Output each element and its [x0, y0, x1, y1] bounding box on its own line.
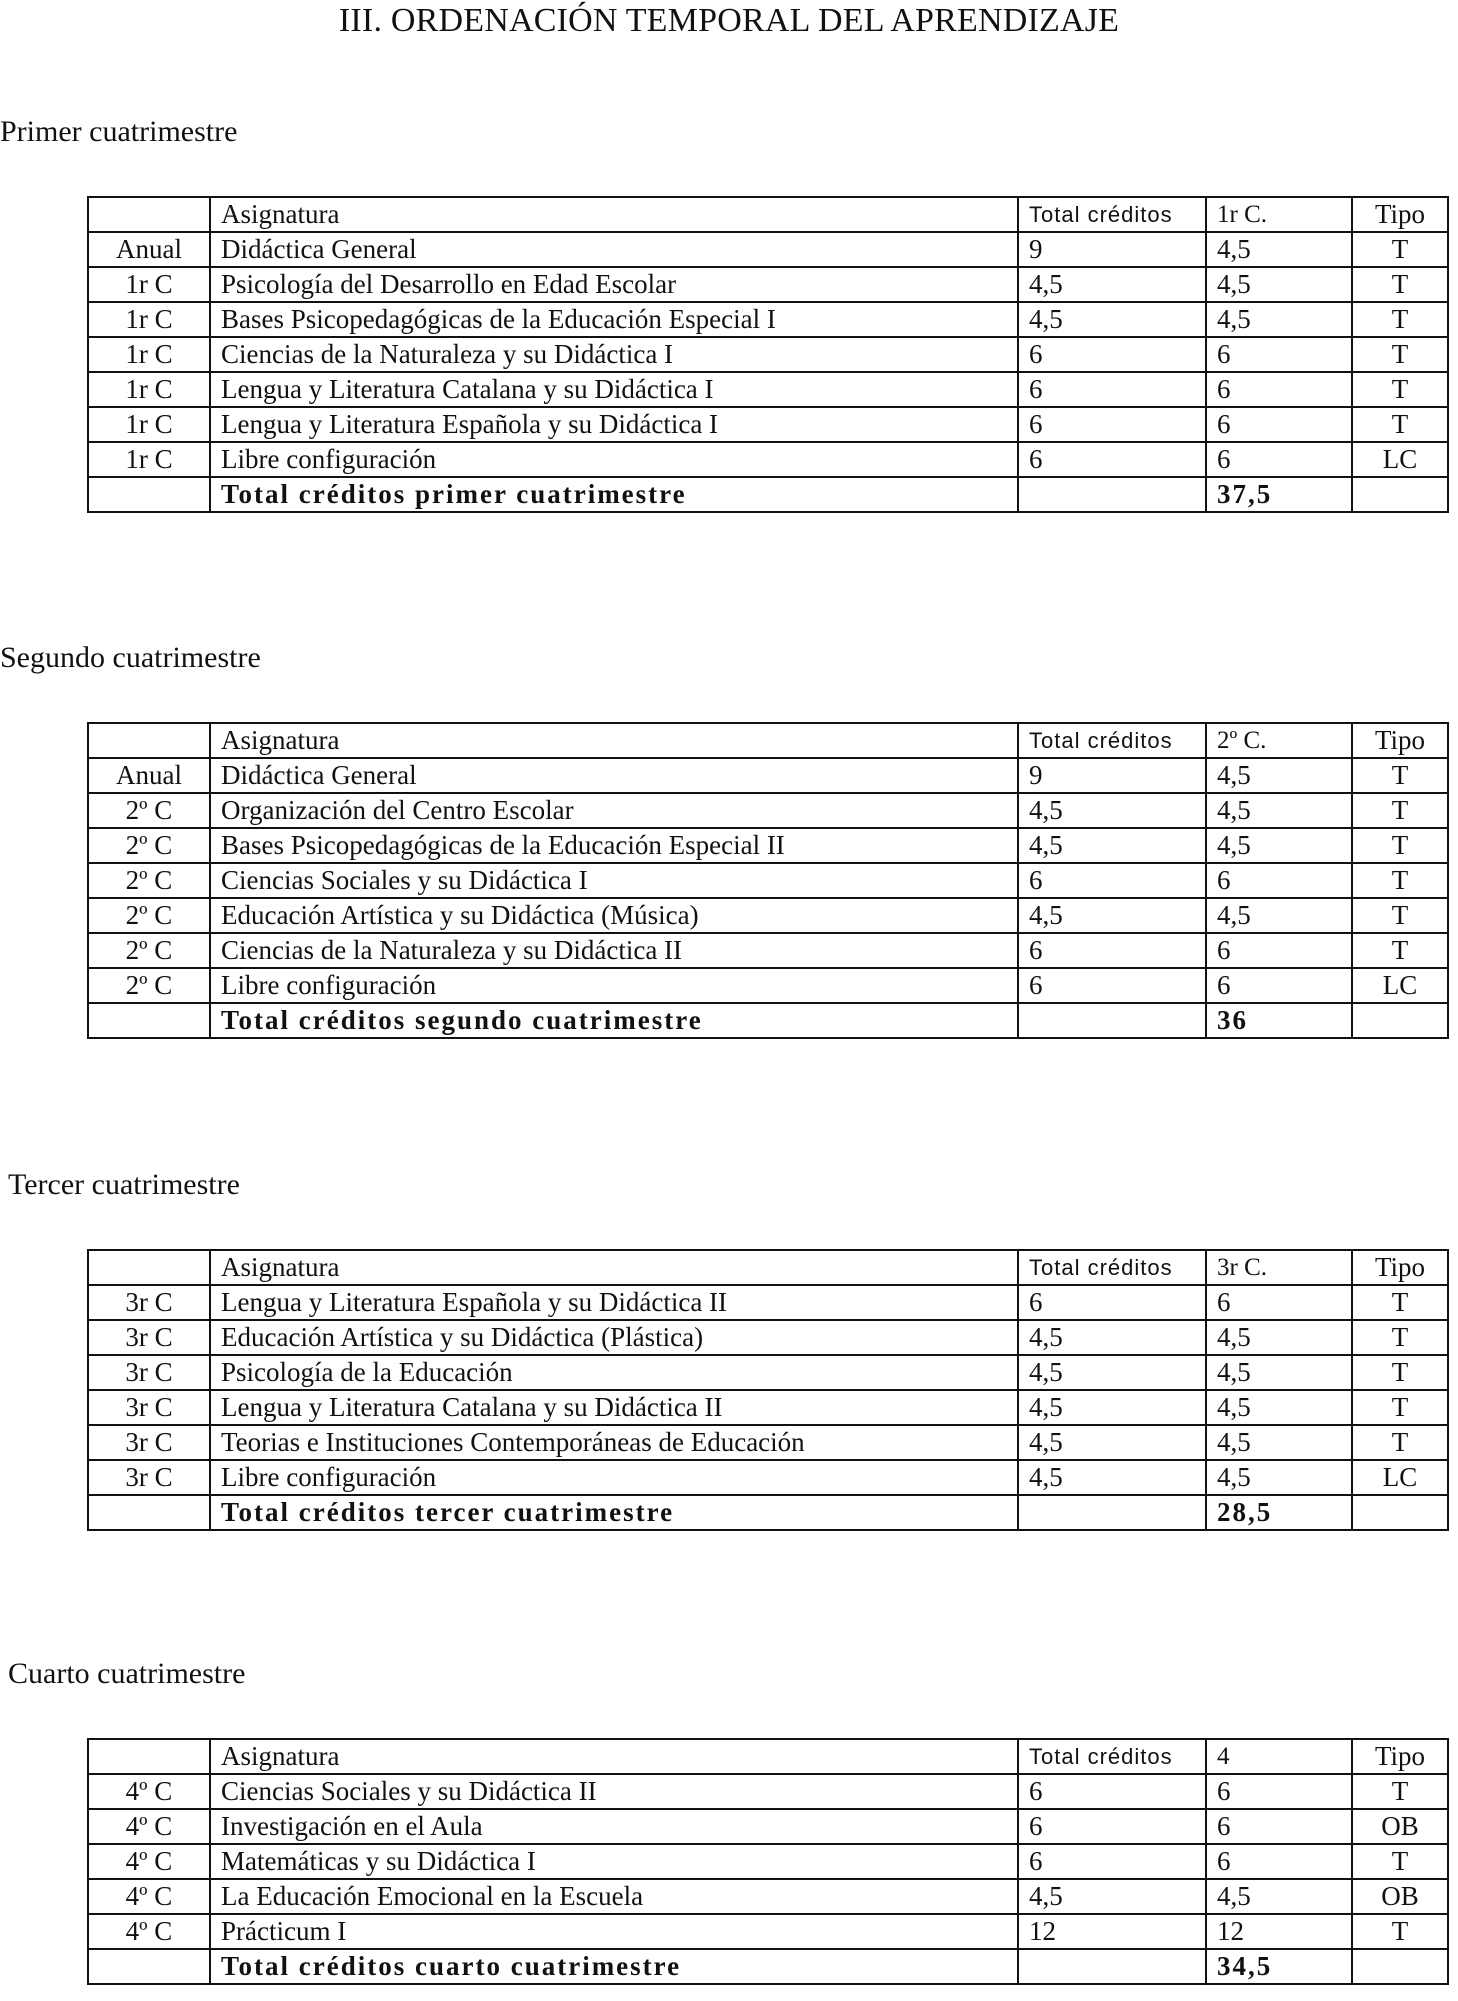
periodo-cell: 2º C: [88, 898, 210, 933]
asignatura-cell: Libre configuración: [210, 442, 1018, 477]
periodo-cell: 4º C: [88, 1809, 210, 1844]
credits-table: [87, 196, 1449, 513]
total-row: [88, 1949, 1448, 1984]
total-creditos-cell: 4,5: [1018, 1425, 1206, 1460]
asignatura-cell: Lengua y Literatura Catalana y su Didáctica I: [210, 372, 1018, 407]
tipo-cell: T: [1352, 232, 1448, 267]
tipo-cell: T: [1352, 337, 1448, 372]
total-empty-cell: [1352, 1003, 1448, 1038]
section-heading: Cuarto cuatrimestre: [8, 1657, 246, 1690]
total-creditos-cell: 6: [1018, 372, 1206, 407]
term-credits-cell: 6: [1206, 407, 1352, 442]
total-label: Total créditos tercer cuatrimestre: [210, 1495, 1018, 1530]
total-empty-cell: [1352, 477, 1448, 512]
periodo-cell: 3r C: [88, 1355, 210, 1390]
header-empty-cell: [88, 1739, 210, 1774]
tipo-cell: T: [1352, 407, 1448, 442]
tipo-cell: T: [1352, 1844, 1448, 1879]
table-row: [88, 863, 1448, 898]
tipo-cell: T: [1352, 758, 1448, 793]
table-row: [88, 1425, 1448, 1460]
header-tipo: Tipo: [1352, 197, 1448, 232]
asignatura-cell: Lengua y Literatura Catalana y su Didáctica II: [210, 1390, 1018, 1425]
total-creditos-cell: 4,5: [1018, 1879, 1206, 1914]
periodo-cell: 2º C: [88, 933, 210, 968]
periodo-cell: 4º C: [88, 1844, 210, 1879]
term-credits-cell: 4,5: [1206, 1320, 1352, 1355]
table-row: [88, 1355, 1448, 1390]
total-empty-cell: [1018, 1495, 1206, 1530]
total-row: [88, 1003, 1448, 1038]
total-creditos-cell: 12: [1018, 1914, 1206, 1949]
total-empty-cell: [1352, 1495, 1448, 1530]
table-row: [88, 232, 1448, 267]
header-total-creditos: Total créditos: [1018, 1250, 1206, 1285]
header-term-credits: 1r C.: [1206, 197, 1352, 232]
asignatura-cell: Matemáticas y su Didáctica I: [210, 1844, 1018, 1879]
periodo-cell: 3r C: [88, 1460, 210, 1495]
term-credits-cell: 6: [1206, 337, 1352, 372]
term-credits-cell: 4,5: [1206, 267, 1352, 302]
header-asignatura: Asignatura: [210, 723, 1018, 758]
table-row: [88, 1320, 1448, 1355]
total-empty-cell: [1018, 1949, 1206, 1984]
total-creditos-cell: 4,5: [1018, 267, 1206, 302]
periodo-cell: 4º C: [88, 1774, 210, 1809]
term-credits-cell: 4,5: [1206, 302, 1352, 337]
credits-table: [87, 1249, 1449, 1531]
term-credits-cell: 4,5: [1206, 1355, 1352, 1390]
table-row: [88, 1460, 1448, 1495]
term-credits-cell: 4,5: [1206, 232, 1352, 267]
total-creditos-cell: 6: [1018, 933, 1206, 968]
asignatura-cell: Organización del Centro Escolar: [210, 793, 1018, 828]
header-asignatura: Asignatura: [210, 197, 1018, 232]
tipo-cell: OB: [1352, 1879, 1448, 1914]
total-creditos-cell: 4,5: [1018, 1320, 1206, 1355]
periodo-cell: Anual: [88, 758, 210, 793]
total-value: 34,5: [1206, 1949, 1352, 1984]
tipo-cell: T: [1352, 898, 1448, 933]
total-value: 37,5: [1206, 477, 1352, 512]
table-row: [88, 898, 1448, 933]
total-creditos-cell: 6: [1018, 968, 1206, 1003]
total-creditos-cell: 9: [1018, 232, 1206, 267]
total-creditos-cell: 6: [1018, 1844, 1206, 1879]
term-credits-cell: 6: [1206, 1774, 1352, 1809]
periodo-cell: 4º C: [88, 1914, 210, 1949]
periodo-cell: 3r C: [88, 1320, 210, 1355]
asignatura-cell: Ciencias de la Naturaleza y su Didáctica I: [210, 337, 1018, 372]
term-credits-cell: 4,5: [1206, 828, 1352, 863]
periodo-cell: 3r C: [88, 1390, 210, 1425]
periodo-cell: 2º C: [88, 828, 210, 863]
periodo-cell: Anual: [88, 232, 210, 267]
asignatura-cell: Bases Psicopedagógicas de la Educación Especial II: [210, 828, 1018, 863]
header-empty-cell: [88, 723, 210, 758]
term-credits-cell: 6: [1206, 933, 1352, 968]
tipo-cell: T: [1352, 1355, 1448, 1390]
asignatura-cell: Bases Psicopedagógicas de la Educación Especial I: [210, 302, 1018, 337]
table-header-row: [88, 723, 1448, 758]
total-creditos-cell: 4,5: [1018, 1390, 1206, 1425]
table-row: [88, 337, 1448, 372]
tipo-cell: T: [1352, 1914, 1448, 1949]
table-row: [88, 828, 1448, 863]
page-title: III. ORDENACIÓN TEMPORAL DEL APRENDIZAJE: [338, 2, 1120, 39]
header-term-credits: 4: [1206, 1739, 1352, 1774]
asignatura-cell: Libre configuración: [210, 968, 1018, 1003]
header-asignatura: Asignatura: [210, 1739, 1018, 1774]
table-row: [88, 793, 1448, 828]
tipo-cell: LC: [1352, 968, 1448, 1003]
header-tipo: Tipo: [1352, 1739, 1448, 1774]
table-row: [88, 302, 1448, 337]
periodo-cell: 2º C: [88, 863, 210, 898]
header-term-credits: 2º C.: [1206, 723, 1352, 758]
table-header-row: [88, 1739, 1448, 1774]
asignatura-cell: Prácticum I: [210, 1914, 1018, 1949]
tipo-cell: T: [1352, 372, 1448, 407]
table-row: [88, 933, 1448, 968]
total-creditos-cell: 4,5: [1018, 302, 1206, 337]
table-row: [88, 372, 1448, 407]
total-value: 28,5: [1206, 1495, 1352, 1530]
periodo-cell: 2º C: [88, 968, 210, 1003]
total-creditos-cell: 9: [1018, 758, 1206, 793]
tipo-cell: T: [1352, 863, 1448, 898]
periodo-cell: 1r C: [88, 267, 210, 302]
total-row: [88, 477, 1448, 512]
term-credits-cell: 6: [1206, 442, 1352, 477]
term-credits-cell: 4,5: [1206, 898, 1352, 933]
table-row: [88, 1844, 1448, 1879]
total-creditos-cell: 6: [1018, 442, 1206, 477]
periodo-cell: 1r C: [88, 442, 210, 477]
asignatura-cell: Lengua y Literatura Española y su Didáctica I: [210, 407, 1018, 442]
table-row: [88, 407, 1448, 442]
header-total-creditos: Total créditos: [1018, 1739, 1206, 1774]
periodo-cell: 3r C: [88, 1285, 210, 1320]
table-row: [88, 1809, 1448, 1844]
credits-table: [87, 1738, 1449, 1985]
tipo-cell: LC: [1352, 442, 1448, 477]
total-creditos-cell: 6: [1018, 337, 1206, 372]
term-credits-cell: 4,5: [1206, 1425, 1352, 1460]
total-creditos-cell: 6: [1018, 1809, 1206, 1844]
total-label: Total créditos primer cuatrimestre: [210, 477, 1018, 512]
periodo-cell: 1r C: [88, 337, 210, 372]
asignatura-cell: Psicología del Desarrollo en Edad Escolar: [210, 267, 1018, 302]
table-row: [88, 1285, 1448, 1320]
tipo-cell: T: [1352, 1390, 1448, 1425]
credits-table: [87, 722, 1449, 1039]
total-creditos-cell: 4,5: [1018, 793, 1206, 828]
term-credits-cell: 4,5: [1206, 1390, 1352, 1425]
table-row: [88, 758, 1448, 793]
asignatura-cell: Didáctica General: [210, 758, 1018, 793]
tipo-cell: LC: [1352, 1460, 1448, 1495]
header-term-credits: 3r C.: [1206, 1250, 1352, 1285]
header-empty-cell: [88, 197, 210, 232]
total-row: [88, 1495, 1448, 1530]
asignatura-cell: Educación Artística y su Didáctica (Música): [210, 898, 1018, 933]
tipo-cell: T: [1352, 267, 1448, 302]
table-row: [88, 1390, 1448, 1425]
total-empty-cell: [88, 477, 210, 512]
total-label: Total créditos segundo cuatrimestre: [210, 1003, 1018, 1038]
section-heading: Primer cuatrimestre: [0, 115, 238, 148]
table-row: [88, 1879, 1448, 1914]
term-credits-cell: 12: [1206, 1914, 1352, 1949]
periodo-cell: 3r C: [88, 1425, 210, 1460]
asignatura-cell: Libre configuración: [210, 1460, 1018, 1495]
table-row: [88, 968, 1448, 1003]
table-row: [88, 1774, 1448, 1809]
section-heading: Segundo cuatrimestre: [0, 641, 261, 674]
periodo-cell: 2º C: [88, 793, 210, 828]
total-creditos-cell: 6: [1018, 1285, 1206, 1320]
term-credits-cell: 4,5: [1206, 758, 1352, 793]
total-creditos-cell: 4,5: [1018, 1460, 1206, 1495]
asignatura-cell: La Educación Emocional en la Escuela: [210, 1879, 1018, 1914]
total-value: 36: [1206, 1003, 1352, 1038]
asignatura-cell: Lengua y Literatura Española y su Didáctica II: [210, 1285, 1018, 1320]
term-credits-cell: 4,5: [1206, 1460, 1352, 1495]
header-total-creditos: Total créditos: [1018, 197, 1206, 232]
term-credits-cell: 6: [1206, 1809, 1352, 1844]
periodo-cell: 1r C: [88, 407, 210, 442]
table-row: [88, 442, 1448, 477]
total-empty-cell: [1018, 1003, 1206, 1038]
header-asignatura: Asignatura: [210, 1250, 1018, 1285]
tipo-cell: T: [1352, 828, 1448, 863]
total-empty-cell: [1018, 477, 1206, 512]
asignatura-cell: Psicología de la Educación: [210, 1355, 1018, 1390]
table-row: [88, 267, 1448, 302]
tipo-cell: T: [1352, 1774, 1448, 1809]
tipo-cell: T: [1352, 793, 1448, 828]
table-header-row: [88, 1250, 1448, 1285]
asignatura-cell: Educación Artística y su Didáctica (Plástica): [210, 1320, 1018, 1355]
header-tipo: Tipo: [1352, 723, 1448, 758]
term-credits-cell: 6: [1206, 863, 1352, 898]
tipo-cell: T: [1352, 933, 1448, 968]
asignatura-cell: Didáctica General: [210, 232, 1018, 267]
total-label: Total créditos cuarto cuatrimestre: [210, 1949, 1018, 1984]
periodo-cell: 4º C: [88, 1879, 210, 1914]
total-empty-cell: [88, 1003, 210, 1038]
total-creditos-cell: 4,5: [1018, 828, 1206, 863]
tipo-cell: T: [1352, 1320, 1448, 1355]
total-creditos-cell: 4,5: [1018, 898, 1206, 933]
total-empty-cell: [1352, 1949, 1448, 1984]
term-credits-cell: 4,5: [1206, 793, 1352, 828]
header-total-creditos: Total créditos: [1018, 723, 1206, 758]
total-empty-cell: [88, 1495, 210, 1530]
term-credits-cell: 4,5: [1206, 1879, 1352, 1914]
periodo-cell: 1r C: [88, 302, 210, 337]
asignatura-cell: Teorias e Instituciones Contemporáneas de Educación: [210, 1425, 1018, 1460]
term-credits-cell: 6: [1206, 372, 1352, 407]
table-header-row: [88, 197, 1448, 232]
total-creditos-cell: 4,5: [1018, 1355, 1206, 1390]
total-creditos-cell: 6: [1018, 1774, 1206, 1809]
asignatura-cell: Ciencias de la Naturaleza y su Didáctica II: [210, 933, 1018, 968]
total-creditos-cell: 6: [1018, 863, 1206, 898]
term-credits-cell: 6: [1206, 1844, 1352, 1879]
periodo-cell: 1r C: [88, 372, 210, 407]
term-credits-cell: 6: [1206, 968, 1352, 1003]
tipo-cell: T: [1352, 1285, 1448, 1320]
tipo-cell: T: [1352, 302, 1448, 337]
section-heading: Tercer cuatrimestre: [8, 1168, 240, 1201]
header-tipo: Tipo: [1352, 1250, 1448, 1285]
asignatura-cell: Investigación en el Aula: [210, 1809, 1018, 1844]
asignatura-cell: Ciencias Sociales y su Didáctica II: [210, 1774, 1018, 1809]
total-creditos-cell: 6: [1018, 407, 1206, 442]
asignatura-cell: Ciencias Sociales y su Didáctica I: [210, 863, 1018, 898]
header-empty-cell: [88, 1250, 210, 1285]
tipo-cell: T: [1352, 1425, 1448, 1460]
total-empty-cell: [88, 1949, 210, 1984]
term-credits-cell: 6: [1206, 1285, 1352, 1320]
table-row: [88, 1914, 1448, 1949]
tipo-cell: OB: [1352, 1809, 1448, 1844]
